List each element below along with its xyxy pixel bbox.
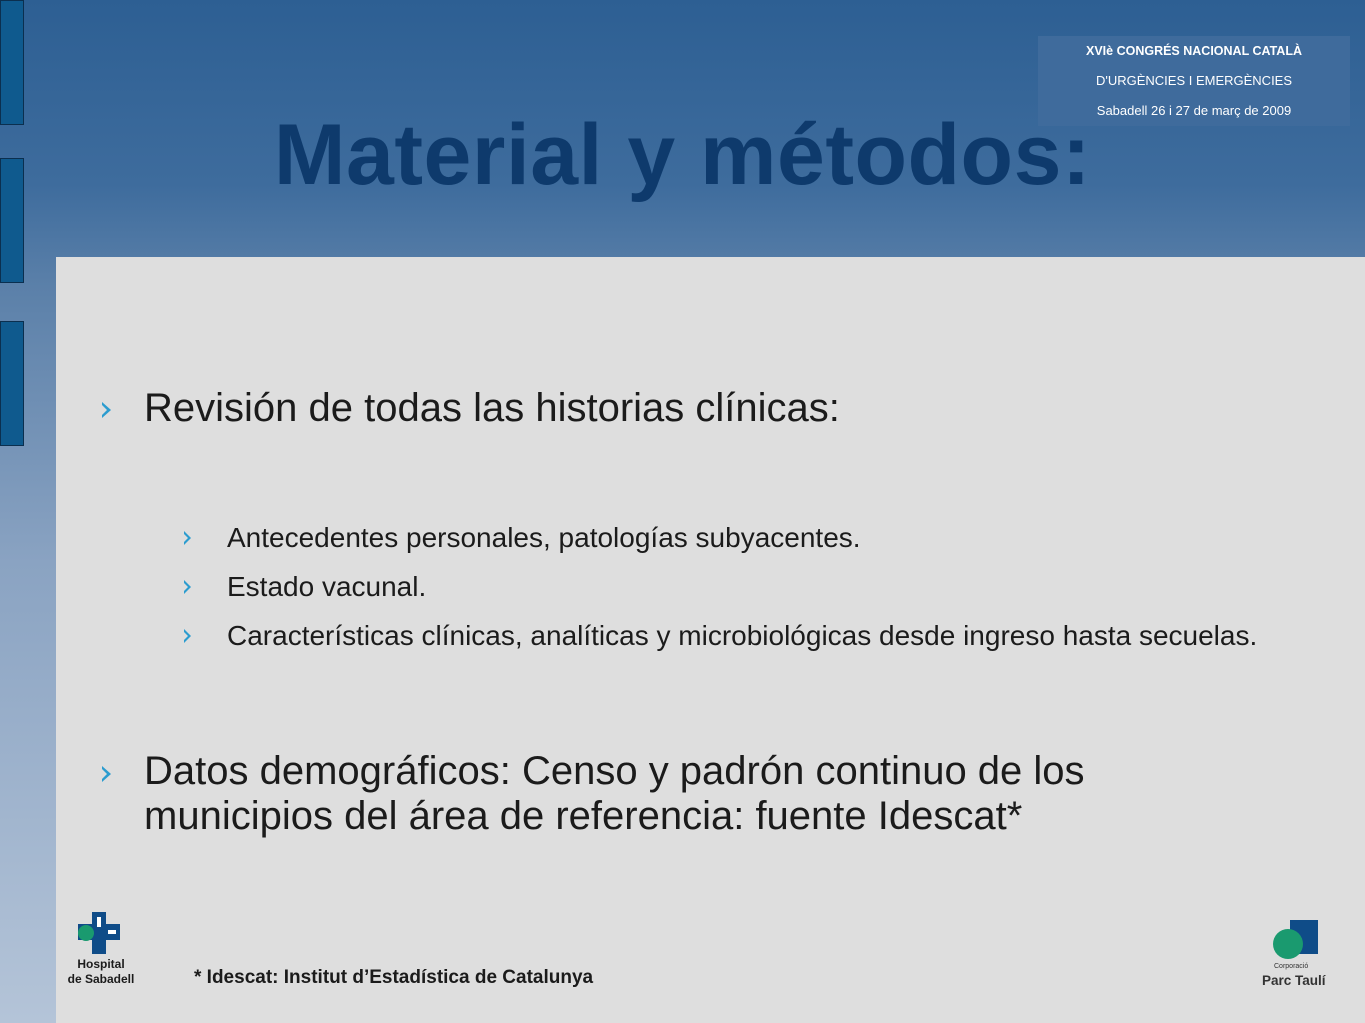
footnote: * Idescat: Institut d’Estadística de Catalunya <box>194 967 594 988</box>
hospital-name-line-2: de Sabadell <box>67 972 135 986</box>
sub-bullet-text: Estado vacunal. <box>227 571 427 602</box>
sub-bullet-text: Características clínicas, analíticas y microbiológicas desde ingreso hasta secuelas. <box>227 620 1258 651</box>
left-decoration <box>0 0 26 450</box>
parc-tauli-mark-icon <box>1258 918 1338 962</box>
congress-line-2: D'URGÈNCIES I EMERGÈNCIES <box>1095 73 1293 88</box>
congress-line-1: XVIè CONGRÉS NACIONAL CATALÀ <box>1086 44 1302 58</box>
bullet-arrow-icon <box>102 402 111 418</box>
left-bar-3 <box>0 321 24 446</box>
congress-line-3: Sabadell 26 i 27 de març de 2009 <box>1096 103 1292 118</box>
hospital-name-line-1: Hospital <box>77 957 125 971</box>
parc-tauli-small-text: Corporació <box>1274 963 1309 970</box>
hospital-cross-icon <box>64 910 138 956</box>
sub-bullet-arrow-icon <box>184 580 191 594</box>
sub-bullet-text: Antecedentes personales, patologías subyacentes. <box>227 522 861 553</box>
sub-bullet-arrow-icon <box>184 531 191 545</box>
bullet-text: Revisión de todas las historias clínicas: <box>144 386 840 430</box>
bullet-text: Datos demográficos: Censo y padrón continuo de los municipios del área de referencia: fuente Idescat* <box>144 749 1085 838</box>
parc-tauli-name: Parc Taulí <box>1262 973 1326 988</box>
sub-bullet-arrow-icon <box>184 629 191 643</box>
bullet-arrow-icon <box>102 766 111 782</box>
parc-tauli-logo <box>1258 918 1338 994</box>
hospital-sabadell-logo <box>64 910 138 990</box>
slide-title: Material y métodos: <box>273 107 1092 203</box>
